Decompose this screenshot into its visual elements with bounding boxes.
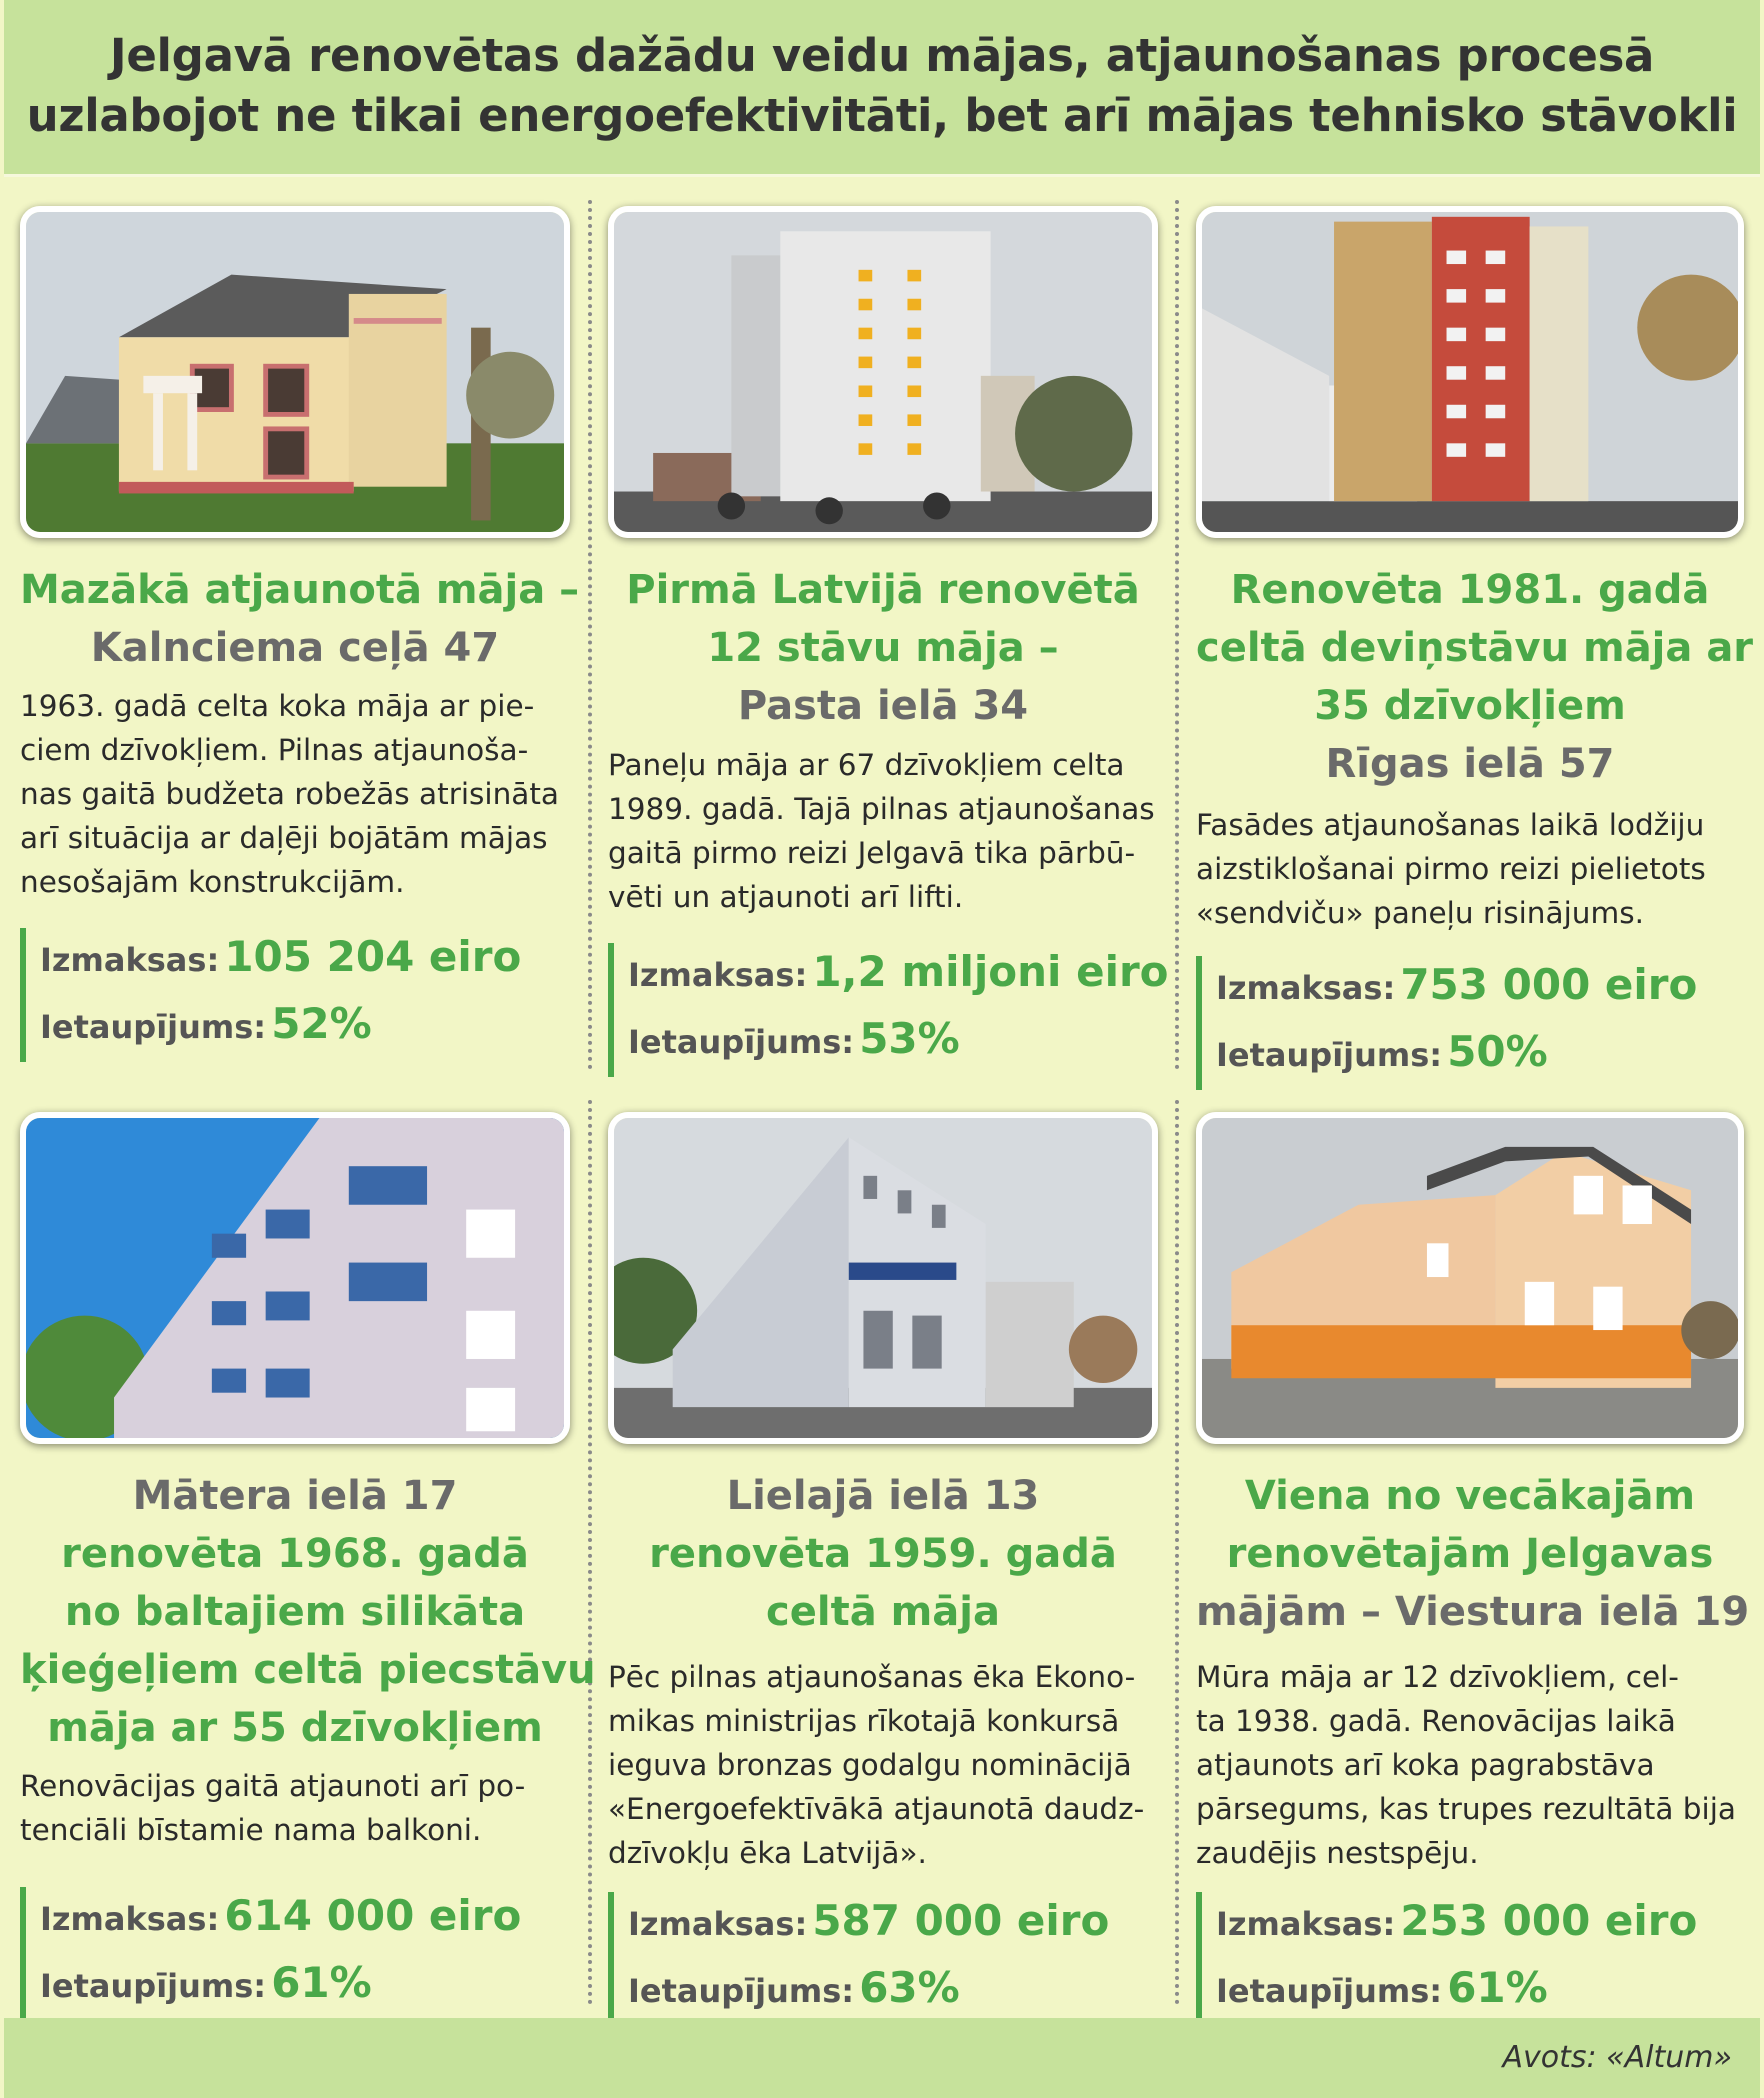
page-title	[4, 26, 1760, 146]
savings-value: 61%	[271, 1958, 372, 2007]
card-title-line: renovētajām Jelgavas	[1226, 1531, 1714, 1577]
page-title-line-2: uzlabojot ne tikai energoefektivitāti, bet arī mājas tehnisko stāvokli	[26, 89, 1738, 142]
description-line: «sendviču» paneļu risinājums.	[1196, 896, 1644, 930]
cost-value: 614 000 eiro	[224, 1891, 522, 1940]
house-photo	[608, 206, 1158, 538]
card-title-line: mājām – Viestura ielā 19	[1196, 1589, 1750, 1635]
cost-savings-block	[608, 1892, 1109, 2026]
card-title-line: no baltajiem silikāta	[64, 1589, 526, 1635]
cost-row	[40, 928, 521, 995]
source-footer	[4, 2018, 1760, 2098]
description-line: nesošajām konstrukcijām.	[20, 865, 405, 899]
card-description	[20, 684, 570, 904]
cost-label: Izmaksas:	[1216, 1905, 1396, 1943]
source-credit: Avots: «Altum»	[1502, 2040, 1732, 2075]
column-separator	[1175, 1100, 1179, 2005]
description-line: 1963. gadā celta koka māja ar pie-	[20, 689, 535, 723]
savings-value: 61%	[1447, 1963, 1548, 2012]
savings-label: Ietaupījums:	[1216, 1972, 1443, 2010]
description-line: gaitā pirmo reizi Jelgavā tika pārbū-	[608, 836, 1136, 870]
card-title-line: Renovēta 1981. gadā	[1230, 567, 1710, 613]
card-title-line: celtā māja	[766, 1589, 1000, 1635]
savings-label: Ietaupījums:	[40, 1967, 267, 2005]
card-title-line: Lielajā ielā 13	[726, 1473, 1040, 1519]
card-title-line: celtā deviņstāvu māja ar	[1196, 625, 1754, 671]
card-title	[1196, 1467, 1750, 1641]
description-line: arī situācija ar daļēji bojātām mājas	[20, 821, 548, 855]
card-title	[20, 561, 580, 677]
description-line: zaudējis nestspēju.	[1196, 1836, 1479, 1870]
card-title-line: 12 stāvu māja –	[707, 625, 1059, 671]
description-line: tenciāli bīstamie nama balkoni.	[20, 1813, 482, 1847]
cost-row	[40, 1887, 521, 1954]
card-title	[1196, 561, 1754, 793]
cost-savings-block	[20, 928, 521, 1062]
card-title-line: Kalnciema ceļā 47	[90, 625, 500, 671]
description-line: dzīvokļu ēka Latvijā».	[608, 1836, 927, 1870]
cost-savings-block	[1196, 956, 1697, 1090]
cost-value: 105 204 eiro	[224, 932, 522, 981]
card-title-line: Mātera ielā 17	[132, 1473, 458, 1519]
house-photo	[20, 1112, 570, 1444]
card-title-line: ķieģeļiem celtā piecstāvu	[20, 1647, 596, 1693]
card-title-line: renovēta 1968. gadā	[61, 1531, 529, 1577]
cost-savings-block	[20, 1887, 521, 2021]
savings-row	[628, 1010, 1169, 1077]
savings-value: 53%	[859, 1014, 960, 1063]
description-line: Paneļu māja ar 67 dzīvokļiem celta	[608, 748, 1125, 782]
description-line: vēti un atjaunoti arī lifti.	[608, 880, 964, 914]
cost-savings-block	[1196, 1892, 1697, 2026]
description-line: Fasādes atjaunošanas laikā lodžiju	[1196, 808, 1705, 842]
cost-label: Izmaksas:	[40, 941, 220, 979]
card-title-line: Pirmā Latvijā renovētā	[626, 567, 1140, 613]
savings-row	[40, 1954, 521, 2021]
cost-row	[628, 943, 1169, 1010]
card-title-line: 35 dzīvokļiem	[1314, 683, 1626, 729]
card-title	[608, 561, 1158, 735]
description-line: pārsegums, kas trupes rezultātā bija	[1196, 1792, 1737, 1826]
card-title-line: māja ar 55 dzīvokļiem	[47, 1705, 543, 1751]
cost-value: 753 000 eiro	[1400, 960, 1698, 1009]
card-description	[608, 1655, 1158, 1875]
description-line: atjaunots arī koka pagrabstāva	[1196, 1748, 1655, 1782]
page-title-line-1: Jelgavā renovētas dažādu veidu mājas, atjaunošanas procesā	[109, 29, 1655, 82]
savings-value: 52%	[271, 999, 372, 1048]
savings-label: Ietaupījums:	[628, 1972, 855, 2010]
savings-row	[1216, 1959, 1697, 2026]
savings-value: 63%	[859, 1963, 960, 2012]
card-description	[608, 743, 1158, 919]
column-separator	[1175, 200, 1179, 1070]
house-photo	[1196, 1112, 1744, 1444]
card-title-line: Rīgas ielā 57	[1325, 741, 1615, 787]
cost-value: 1,2 miljoni eiro	[812, 947, 1169, 996]
cost-label: Izmaksas:	[40, 1900, 220, 1938]
description-line: aizstiklošanai pirmo reizi pielietots	[1196, 852, 1706, 886]
savings-row	[1216, 1023, 1697, 1090]
house-photo	[608, 1112, 1158, 1444]
description-line: nas gaitā budžeta robežās atrisināta	[20, 777, 560, 811]
card-description	[1196, 1655, 1744, 1875]
description-line: ieguva bronzas godalgu nominācijā	[608, 1748, 1132, 1782]
header-banner	[4, 0, 1760, 177]
description-line: mikas ministrijas rīkotajā konkursā	[608, 1704, 1120, 1738]
description-line: Renovācijas gaitā atjaunoti arī po-	[20, 1769, 526, 1803]
description-line: ciem dzīvokļiem. Pilnas atjaunoša-	[20, 733, 529, 767]
card-description	[20, 1764, 570, 1852]
savings-label: Ietaupījums:	[40, 1008, 267, 1046]
cost-label: Izmaksas:	[628, 956, 808, 994]
card-title-line: Mazākā atjaunotā māja –	[20, 567, 580, 613]
savings-row	[40, 995, 521, 1062]
description-line: Pēc pilnas atjaunošanas ēka Ekono-	[608, 1660, 1136, 1694]
cost-label: Izmaksas:	[1216, 969, 1396, 1007]
savings-value: 50%	[1447, 1027, 1548, 1076]
cost-value: 587 000 eiro	[812, 1896, 1110, 1945]
description-line: ta 1938. gadā. Renovācijas laikā	[1196, 1704, 1676, 1738]
column-separator	[588, 200, 592, 1070]
cost-row	[1216, 956, 1697, 1023]
card-title-line: Pasta ielā 34	[737, 683, 1029, 729]
card-title-line: renovēta 1959. gadā	[649, 1531, 1117, 1577]
savings-label: Ietaupījums:	[1216, 1036, 1443, 1074]
house-photo	[1196, 206, 1744, 538]
card-title	[608, 1467, 1158, 1641]
column-separator	[588, 1100, 592, 2005]
cost-savings-block	[608, 943, 1169, 1077]
description-line: «Energoefektīvākā atjaunotā daudz-	[608, 1792, 1145, 1826]
savings-label: Ietaupījums:	[628, 1023, 855, 1061]
description-line: 1989. gadā. Tajā pilnas atjaunošanas	[608, 792, 1155, 826]
cost-label: Izmaksas:	[628, 1905, 808, 1943]
cost-row	[628, 1892, 1109, 1959]
card-title-line: Viena no vecākajām	[1244, 1473, 1696, 1519]
cost-row	[1216, 1892, 1697, 1959]
card-title	[20, 1467, 596, 1757]
description-line: Mūra māja ar 12 dzīvokļiem, cel-	[1196, 1660, 1679, 1694]
cost-value: 253 000 eiro	[1400, 1896, 1698, 1945]
savings-row	[628, 1959, 1109, 2026]
house-photo	[20, 206, 570, 538]
card-description	[1196, 803, 1744, 935]
